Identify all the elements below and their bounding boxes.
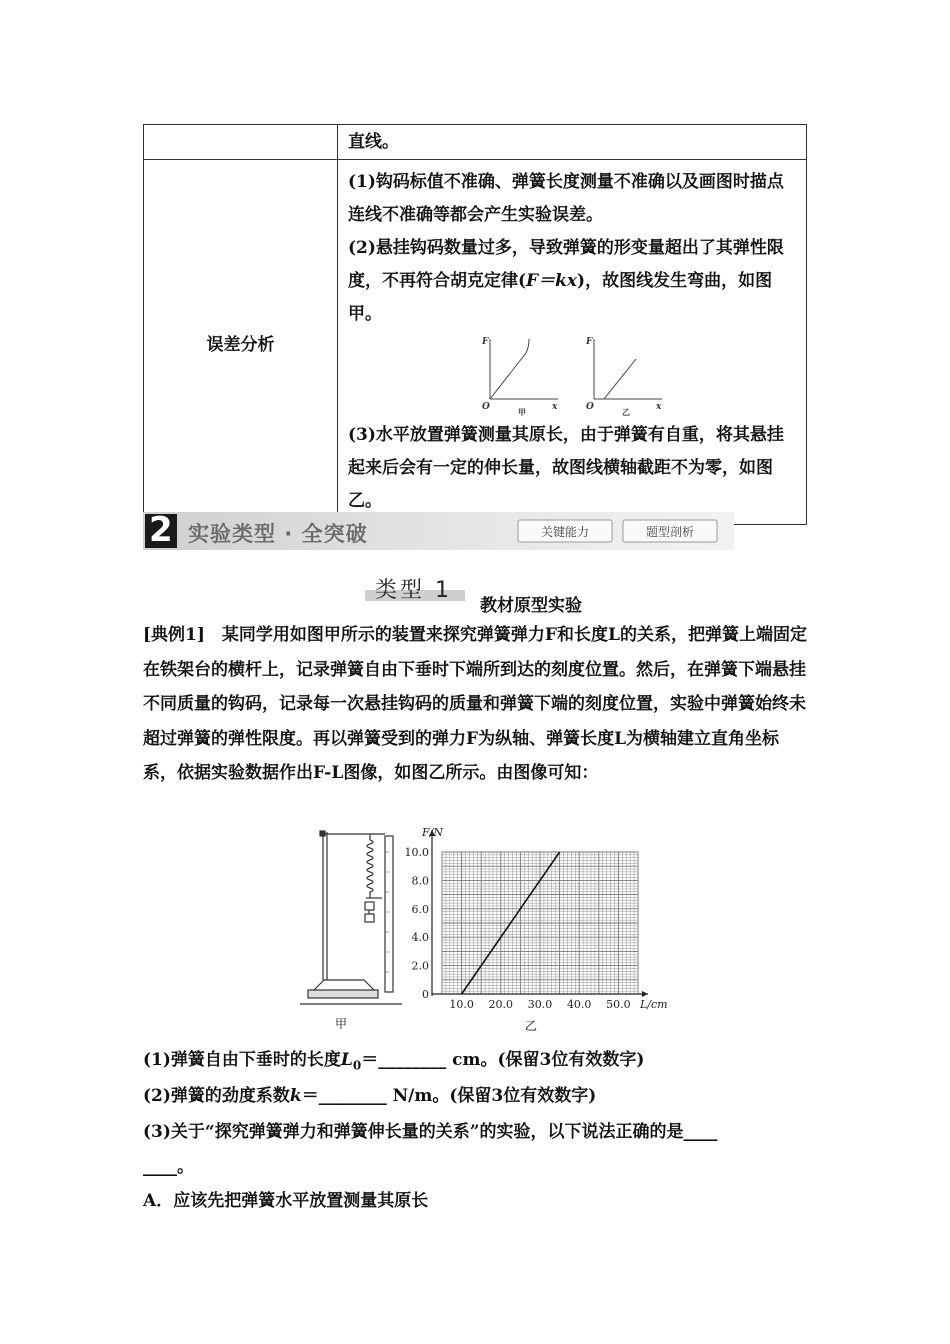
q1-text-a: (1)弹簧自由下垂时的长度 — [143, 1050, 341, 1070]
figure-caption-left: 甲 — [335, 1017, 348, 1031]
table-row — [144, 160, 807, 525]
y-tick-label: 8.0 — [411, 874, 429, 888]
type-label: 类型 1 — [375, 578, 452, 603]
example-tag: [典例1] — [143, 625, 205, 645]
chart-grid — [442, 852, 638, 994]
q2-var: k — [289, 1086, 302, 1106]
q1-sub: 0 — [352, 1058, 362, 1073]
mini-caption-left: 甲 — [518, 408, 526, 417]
hooke-formula: F＝kx — [526, 271, 578, 291]
error-analysis-content — [338, 160, 806, 524]
problem-analysis-button[interactable]: 题型剖析 — [645, 525, 694, 539]
section-title: 实验类型 · 全突破 — [188, 522, 368, 546]
row1-content: 直线。 — [348, 132, 399, 152]
mini-origin-left: O — [482, 402, 490, 412]
y-tick-label: 10.0 — [404, 846, 429, 859]
error-point-3: (3)水平放置弹簧测量其原长，由于弹簧有自重，将其悬挂起来后会有一定的伸长量，故图线横轴截距不为零，如图乙。 — [348, 425, 784, 511]
table-content-cell — [338, 125, 807, 160]
mini-caption-right: 乙 — [622, 408, 630, 417]
x-tick-label: 20.0 — [488, 998, 514, 1011]
question-1 — [143, 1045, 644, 1072]
section-banner — [143, 512, 734, 550]
figure — [290, 822, 668, 1037]
mini-axis-f-left: F — [482, 337, 489, 347]
q2-text-b: ＝________ N/m。(保留3位有效数字) — [301, 1086, 597, 1106]
type-label-box — [365, 573, 465, 603]
table-label-cell-empty — [144, 125, 338, 160]
question-2 — [143, 1081, 596, 1106]
mini-axis-x-left: x — [552, 402, 558, 412]
question-3-line-2: ____。 — [143, 1157, 194, 1177]
origin-label: 0 — [422, 988, 429, 1001]
x-tick-label: 30.0 — [527, 998, 553, 1011]
error-point-2-a: (2)悬挂钩码数量过多，导致弹簧的形变量超出了其弹性限度，不再符合胡克定律( — [348, 238, 784, 291]
example-text: 某同学用如图甲所示的装置来探究弹簧弹力F和长度L的关系，把弹簧上端固定在铁架台的横杆上，记录弹簧自由下垂时下端所到达的刻度位置。然后，在弹簧下端悬挂不同质量的钩码，记录每一次悬挂钩码的质量和弹簧下端的刻度位置，实验中弹簧始终未超过弹簧的弹性限度。再以弹簧受到的弹力F为纵轴、弹簧长度L为横轴建立直角坐标系，依据实验数据作出F-L图像，如图乙所示。由图像可知： — [143, 625, 807, 784]
mini-origin-right: O — [586, 402, 594, 412]
apparatus-drawing — [290, 822, 405, 1012]
fl-chart — [404, 822, 668, 1022]
table-row — [144, 125, 807, 160]
table-content-cell — [338, 160, 807, 525]
x-axis-arrow — [642, 991, 648, 997]
y-tick-label: 2.0 — [411, 959, 429, 973]
row2-label: 误差分析 — [144, 160, 338, 525]
mini-graphs-svg — [476, 335, 796, 417]
q1-var: L — [340, 1050, 353, 1070]
question-3-line-1: (3)关于“探究弹簧弹力和弹簧伸长量的关系”的实验，以下说法正确的是____ — [143, 1122, 718, 1142]
y-axis-label: F/N — [422, 826, 443, 839]
figure-caption-right: 乙 — [525, 1019, 538, 1033]
mini-graphs — [348, 335, 798, 417]
x-tick-label: 10.0 — [449, 998, 474, 1011]
q2-text-a: (2)弹簧的劲度系数 — [143, 1086, 290, 1106]
error-point-2-b: )，故图线发生弯曲，如图甲。 — [348, 271, 773, 324]
key-ability-button[interactable]: 关键能力 — [540, 525, 589, 539]
option-a[interactable]: A．应该先把弹簧水平放置测量其原长 — [143, 1191, 429, 1211]
x-tick-label: 50.0 — [606, 998, 631, 1011]
example-paragraph — [143, 618, 811, 791]
type-subtitle: 教材原型实验 — [480, 596, 582, 616]
y-tick-label: 4.0 — [411, 931, 429, 945]
y-tick-label: 6.0 — [411, 902, 429, 916]
x-axis-label: L/cm — [640, 998, 668, 1011]
error-analysis-table — [143, 124, 807, 525]
x-tick-label: 40.0 — [566, 998, 592, 1011]
section-number: 2 — [149, 510, 173, 550]
q1-text-b: ＝________ cm。(保留3位有效数字) — [361, 1050, 645, 1070]
error-point-1: (1)钩码标值不准确、弹簧长度测量不准确以及画图时描点连线不准确等都会产生实验误差。 — [348, 172, 784, 225]
error-point-2 — [348, 232, 798, 331]
mini-axis-x-right: x — [656, 402, 662, 412]
mini-axis-f-right: F — [586, 337, 593, 347]
